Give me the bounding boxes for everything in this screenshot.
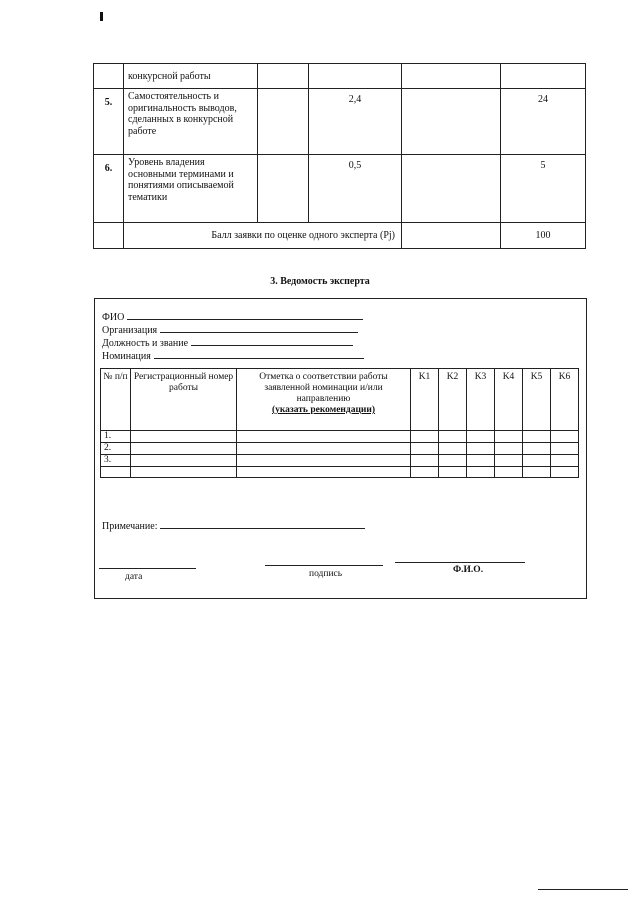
- criterion-cell: Самостоятельность и оригинальность выводов, сделанных в конкурсной работе: [124, 89, 258, 155]
- position-field: [102, 336, 353, 349]
- table-row: [101, 467, 579, 478]
- expert-table: [100, 368, 579, 478]
- fio-sign-line: [395, 562, 525, 563]
- total-label: Балл заявки по оценке одного эксперта (Pj): [124, 223, 402, 249]
- table-row: [94, 89, 586, 155]
- header-mark-text: Отметка о соответствии работы заявленной номинации и/или направлению: [259, 372, 388, 404]
- table-row: [94, 64, 586, 89]
- header-k3: K3: [467, 369, 495, 431]
- fio-line: [127, 310, 363, 320]
- row-number: 5.: [94, 89, 124, 155]
- weight-cell: 2,4: [309, 89, 402, 155]
- organization-label: Организация: [102, 325, 158, 336]
- total-row: [94, 223, 586, 249]
- header-mark-note: (указать рекомендации): [271, 405, 376, 415]
- row-number: 1.: [101, 431, 131, 443]
- header-reg: Регистрационный номер работы: [131, 369, 237, 431]
- fio-sign-label: Ф.И.О.: [453, 565, 484, 575]
- position-line: [191, 336, 353, 346]
- nomination-field: [102, 349, 364, 362]
- criteria-table: [93, 63, 586, 249]
- nomination-label: Номинация: [102, 351, 151, 362]
- signature-label: подпись: [309, 569, 343, 579]
- note-label: Примечание:: [102, 521, 158, 532]
- date-label: дата: [125, 572, 143, 582]
- note-field: [102, 519, 365, 532]
- score-cell: 5: [501, 155, 586, 223]
- row-number: 6.: [94, 155, 124, 223]
- nomination-line: [154, 349, 364, 359]
- total-value: 100: [501, 223, 586, 249]
- section-title: 3. Ведомость эксперта: [270, 276, 370, 287]
- header-k4: K4: [495, 369, 523, 431]
- header-k1: K1: [411, 369, 439, 431]
- position-label: Должность и звание: [102, 338, 189, 349]
- criterion-cell: Уровень владения основными терминами и понятиями описываемой тематики: [124, 155, 258, 223]
- table-row: [101, 431, 579, 443]
- fio-label: ФИО: [102, 312, 125, 323]
- score-cell: 24: [501, 89, 586, 155]
- date-line: [99, 568, 196, 569]
- header-num: № п/п: [101, 369, 131, 431]
- table-header: [101, 369, 579, 431]
- header-k2: K2: [439, 369, 467, 431]
- weight-cell: 0,5: [309, 155, 402, 223]
- footer-line: [538, 889, 628, 890]
- row-number: 2.: [101, 443, 131, 455]
- header-mark: [237, 369, 411, 431]
- table-row: [101, 455, 579, 467]
- organization-line: [160, 323, 358, 333]
- row-number: 3.: [101, 455, 131, 467]
- signature-line: [265, 565, 383, 566]
- table-row: [101, 443, 579, 455]
- table-row: [94, 155, 586, 223]
- fio-field: [102, 310, 363, 323]
- header-k6: K6: [551, 369, 579, 431]
- organization-field: [102, 323, 358, 336]
- scan-mark: [100, 12, 103, 21]
- expert-form: [94, 298, 587, 599]
- criterion-cell: конкурсной работы: [124, 64, 258, 89]
- header-k5: K5: [523, 369, 551, 431]
- note-line: [160, 519, 365, 529]
